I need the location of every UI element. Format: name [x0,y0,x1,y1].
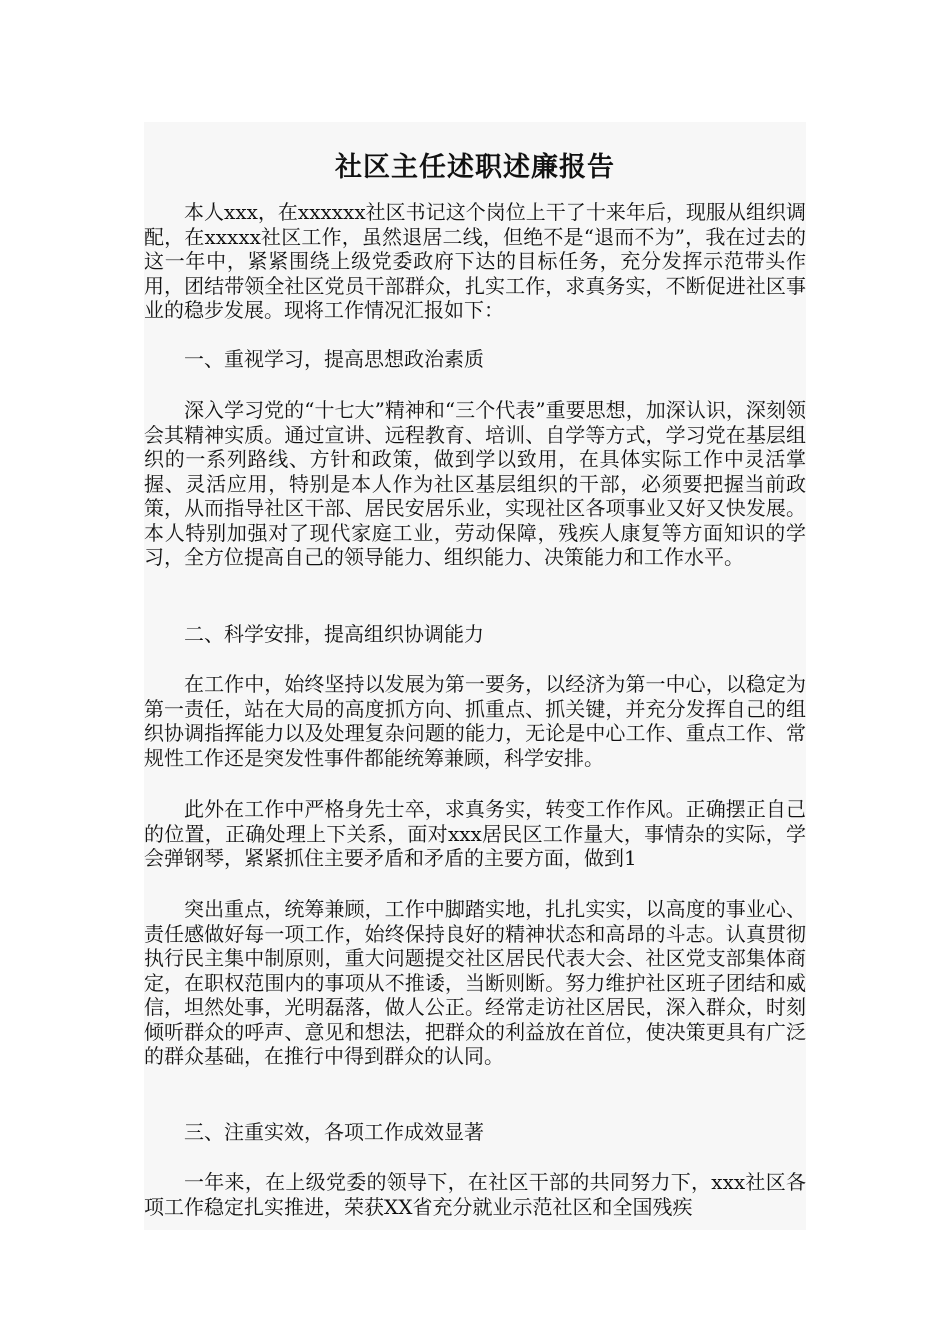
intro-paragraph: 本人xxx，在xxxxxx社区书记这个岗位上干了十来年后，现服从组织调配，在xxxxx社区工作，虽然退居二线，但绝不是“退而不为”，我在过去的这一年中，紧紧围绕上级党委政府下达的目标任务，充分发挥示范带头作用，团结带领全社区党员干部群众，扎实工作，求真务实，不断促进社区事业的稳步发展。现将工作情况汇报如下： [144,200,806,322]
style-paragraph: 此外在工作中严格身先士卒，求真务实，转变工作作风。正确摆正自己的位置，正确处理上下关系，面对xxx居民区工作量大，事情杂的实际，学会弹钢琴，紧紧抓住主要矛盾和矛盾的主要方面，做到1 [144,797,806,870]
results-paragraph: 一年来，在上级党委的领导下，在社区干部的共同努力下，xxx社区各项工作稳定扎实推进，荣获XX省充分就业示范社区和全国残疾 [144,1170,806,1219]
section-heading-1: 一、重视学习，提高思想政治素质 [184,347,484,371]
work-paragraph: 在工作中，始终坚持以发展为第一要务，以经济为第一中心，以稳定为第一责任，站在大局的高度抓方向、抓重点、抓关键，并充分发挥自己的组织协调指挥能力以及处理复杂问题的能力，无论是中心工作、重点工作、常规性工作还是突发性事件都能统筹兼顾，科学安排。 [144,672,806,770]
document-title: 社区主任述职述廉报告 [335,152,615,184]
focus-paragraph: 突出重点，统筹兼顾，工作中脚踏实地，扎扎实实，以高度的事业心、责任感做好每一项工作，始终保持良好的精神状态和高昂的斗志。认真贯彻执行民主集中制原则，重大问题提交社区居民代表大会、社区党支部集体商定，在职权范围内的事项从不推诿，当断则断。努力维护社区班子团结和威信，坦然处事，光明磊落，做人公正。经常走访社区居民，深入群众，时刻倾听群众的呼声、意见和想法，把群众的利益放在首位，使决策更具有广泛的群众基础，在推行中得到群众的认同。 [144,897,806,1068]
section-heading-3: 三、注重实效，各项工作成效显著 [184,1120,484,1144]
section-heading-2: 二、科学安排，提高组织协调能力 [184,622,484,646]
study-paragraph: 深入学习党的“十七大”精神和“三个代表”重要思想，加深认识，深刻领会其精神实质。通过宣讲、远程教育、培训、自学等方式，学习党在基层组织的一系列路线、方针和政策，做到学以致用，在具体实际工作中灵活掌握、灵活应用，特别是本人作为社区基层组织的干部，必须要把握当前政策，从而指导社区干部、居民安居乐业，实现社区各项事业又好又快发展。本人特别加强对了现代家庭工业，劳动保障，残疾人康复等方面知识的学习，全方位提高自己的领导能力、组织能力、决策能力和工作水平。 [144,398,806,569]
